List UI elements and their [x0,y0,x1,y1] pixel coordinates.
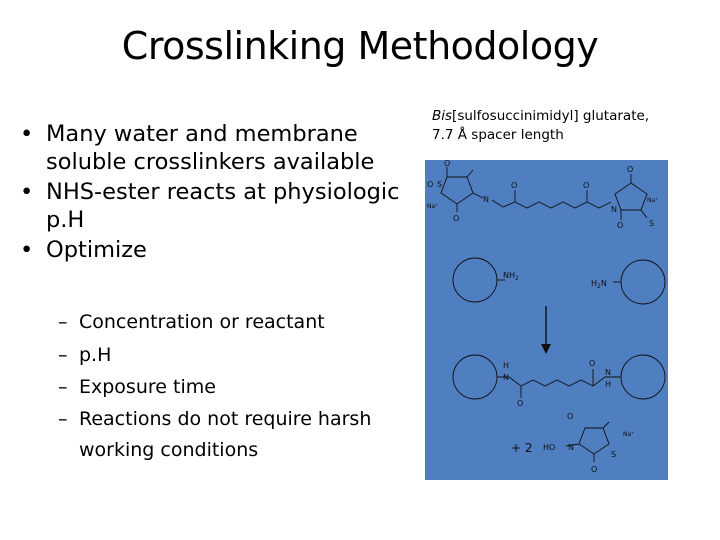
label-sulfur: S [649,219,655,228]
label-sulfur: S [437,180,443,189]
caption-italic: Bis [432,108,453,124]
glutarate-chain [492,200,611,208]
label-hydroxyl: HO [543,443,556,452]
label-h2n: $H_2N$ [591,279,607,290]
label-oxygen: O [617,221,624,230]
reaction-diagram [425,160,668,480]
caption-line1: [sulfosuccinimidyl] glutarate, [452,108,650,124]
label-oxygen: O [511,181,518,190]
label-sodium: Na⁺ [623,431,635,438]
label-oxygen: O [444,160,451,168]
right-nhs-ring [615,183,647,210]
reaction-arrow-head [541,344,551,354]
left-molecule-circle [453,258,497,302]
sub-bullet-list [58,306,418,466]
label-nitrogen: N [483,195,489,204]
label-oxygen: O [427,180,434,189]
label-nitrogen: N [611,205,617,214]
bullet-optimize: • Optimize [20,236,415,264]
label-nitrogen: N [568,443,574,452]
label-oxygen: O [583,181,590,190]
label-hydrogen: H [503,361,510,370]
leaving-group-ring [579,428,609,454]
right-product-circle [621,355,665,399]
left-nhs-ring [441,177,473,204]
label-oxygen: O [627,165,634,174]
slide-title: Crosslinking Methodology [121,24,599,68]
label-sodium: Na⁺ [427,203,439,210]
label-oxygen: O [453,214,460,223]
left-product-circle [453,355,497,399]
label-nh2: $NH_2$ [503,271,519,282]
label-hydrogen: H [605,380,612,389]
label-oxygen: O [589,359,596,368]
sub-bullet-conditions: – Reactions do not require harsh working conditions [58,404,418,466]
caption-line2: 7.7 Å spacer length [432,127,564,143]
bullet-list [20,120,415,266]
sub-bullet-concentration: – Concentration or reactant [58,306,418,339]
figure-caption [432,107,649,145]
crosslink-chain [497,377,621,386]
sub-bullet-exposure: – Exposure time [58,371,418,404]
sub-bullet-ph: – p.H [58,339,418,372]
label-oxygen: O [591,465,598,474]
label-nitrogen: N [503,373,509,382]
label-oxygen: O [517,399,524,408]
reaction-scheme [425,160,668,480]
label-plus-two: + 2 [511,441,533,455]
label-sodium: Na⁺ [647,197,659,204]
right-molecule-circle [621,260,665,304]
bullet-crosslinkers: • Many water and membrane soluble crosslinkers available [20,120,415,176]
bullet-nhs-ester: • NHS-ester reacts at physiologic p.H [20,178,415,234]
label-oxygen: O [567,412,574,421]
label-sulfur: S [611,450,617,459]
label-nitrogen: N [605,368,611,377]
